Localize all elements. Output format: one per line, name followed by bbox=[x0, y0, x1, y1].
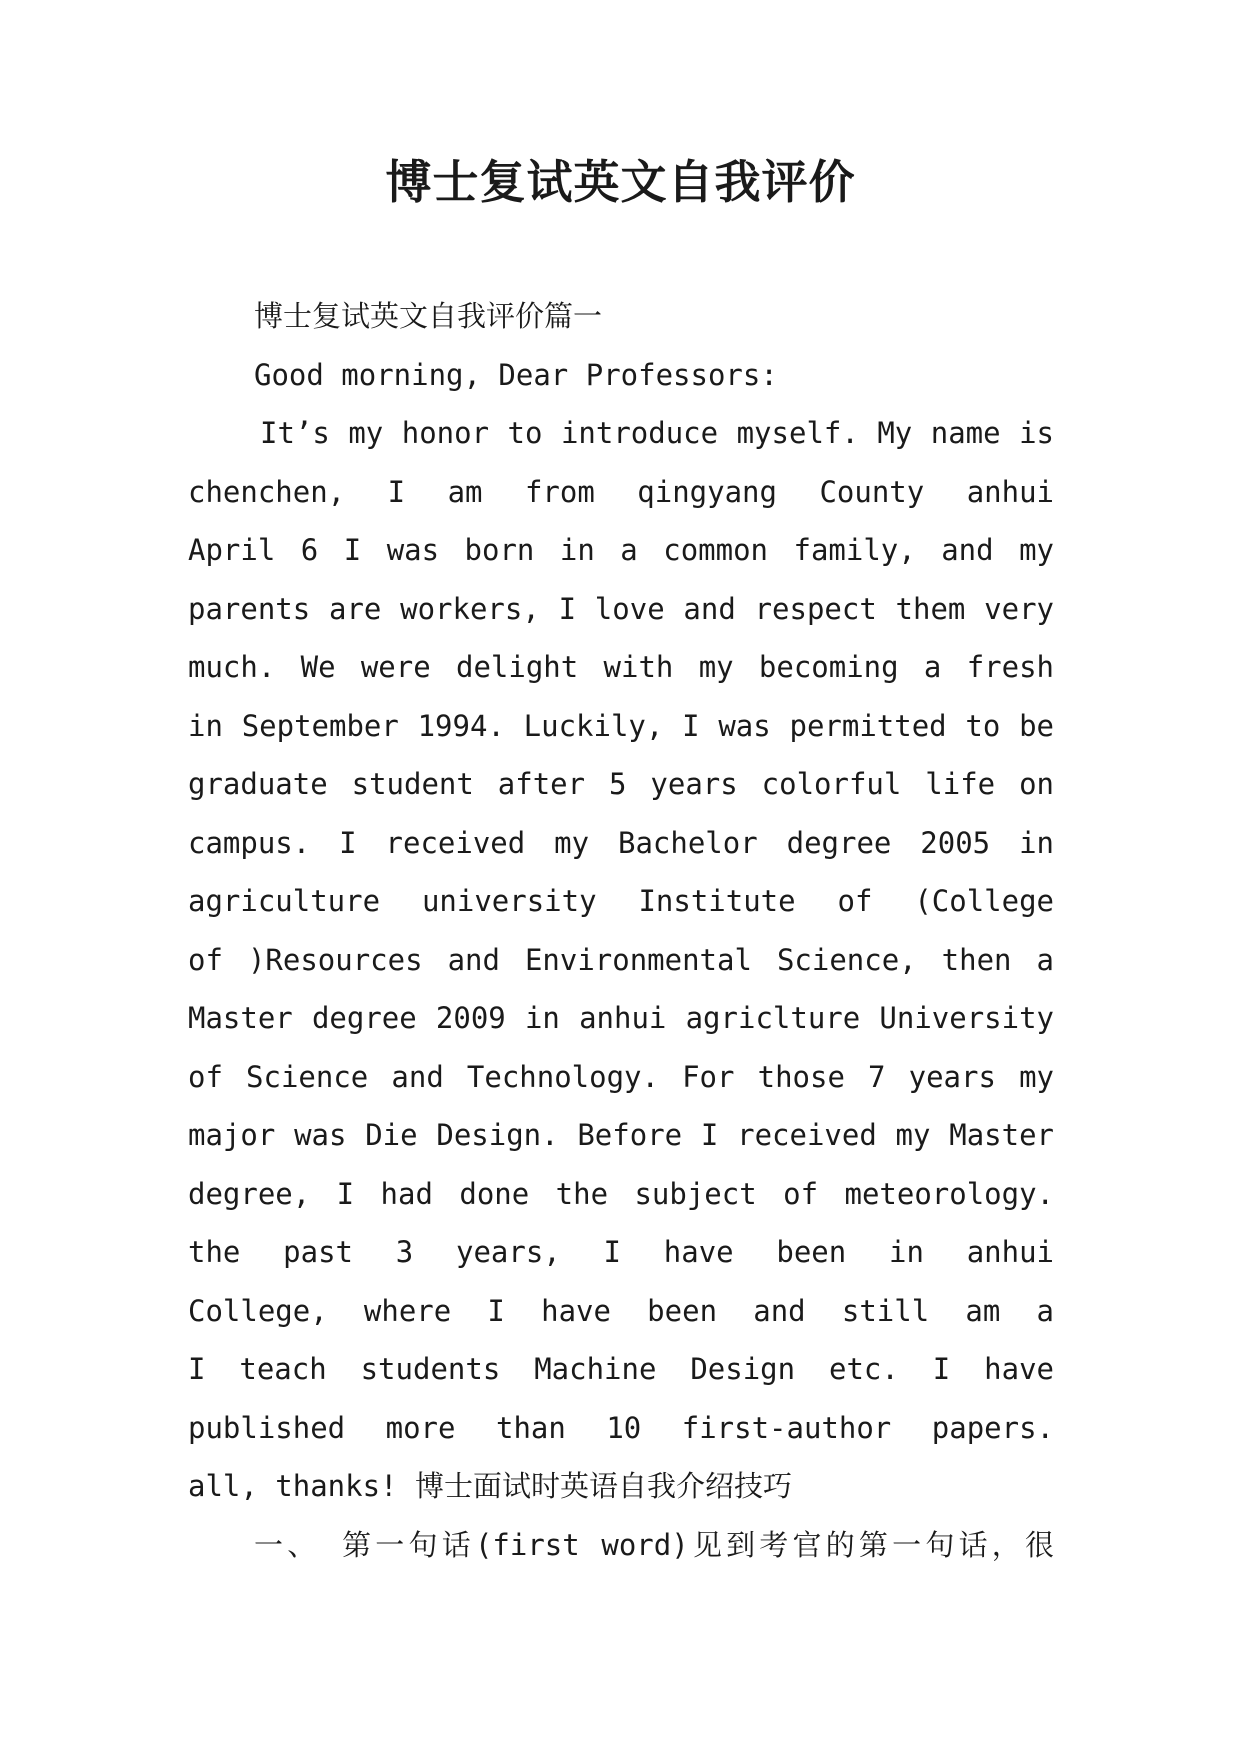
text-line: degree, I had done the subject of meteorology. bbox=[188, 1176, 1054, 1211]
text-line: the past 3 years, I have been in anhui bbox=[188, 1235, 1054, 1269]
text-line: of )Resources and Environmental Science, then a bbox=[188, 942, 1054, 977]
text-line: It’s my honor to introduce myself. My name is bbox=[260, 416, 1054, 450]
text-line: agriculture university Institute of (College bbox=[188, 884, 1054, 918]
text-line: parents are workers, I love and respect them very bbox=[188, 591, 1054, 626]
text-line: chenchen, I am from qingyang County anhui bbox=[188, 474, 1054, 509]
text-line: published more than 10 first-author papers. bbox=[188, 1410, 1054, 1445]
text-line: much. We were delight with my becoming a fresh bbox=[188, 650, 1054, 684]
text-line: Good morning, Dear Professors: bbox=[254, 357, 778, 392]
text-line: College, where I have been and still am a bbox=[188, 1293, 1054, 1328]
text-line: April 6 I was born in a common family, and my bbox=[188, 533, 1054, 567]
text-line: graduate student after 5 years colorful life on bbox=[188, 767, 1054, 801]
text-line: Master degree 2009 in anhui agriclture University bbox=[188, 1001, 1054, 1035]
text-line: 博士复试英文自我评价篇一 bbox=[254, 299, 603, 333]
document-title: 博士复试英文自我评价 bbox=[385, 155, 856, 209]
text-line: I teach students Machine Design etc. I have bbox=[188, 1352, 1054, 1386]
document-body bbox=[188, 287, 1054, 1574]
text-line: major was Die Design. Before I received my Master bbox=[188, 1118, 1054, 1152]
text-line: all, thanks! 博士面试时英语自我介绍技巧 bbox=[188, 1469, 792, 1503]
text-line: of Science and Technology. For those 7 years my bbox=[188, 1059, 1054, 1094]
text-line: 一、 第一句话(first word)见到考官的第一句话，很 bbox=[254, 1527, 1054, 1562]
text-line: campus. I received my Bachelor degree 2005 in bbox=[188, 825, 1054, 860]
text-line: in September 1994. Luckily, I was permitted to be bbox=[188, 708, 1054, 743]
